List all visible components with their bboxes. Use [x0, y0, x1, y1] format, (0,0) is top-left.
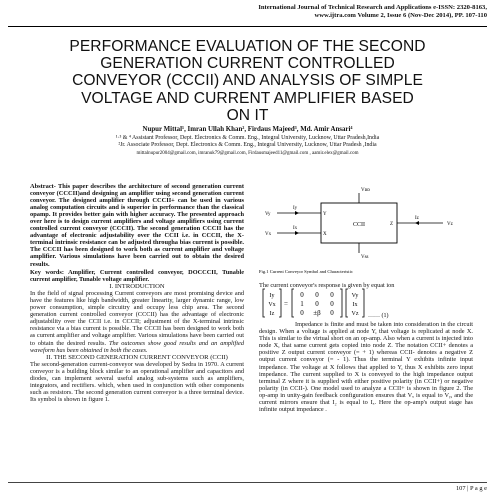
right-vector-bracket-open — [346, 289, 348, 317]
matrix-cell: 0 — [300, 309, 304, 317]
section-1-outcome-text: The outcomes show good results and an amplified waveform has been obtained in both the cases. — [30, 339, 244, 354]
section-1-body — [30, 290, 244, 354]
matrix-cell: ±β — [313, 309, 321, 317]
matrix-cell: 0 — [300, 291, 304, 299]
ccii-block-label: CCII — [353, 222, 365, 228]
author-list: Nupur Mittal¹, Imran Ullah Khan², Firdaus Majeed³, Md. Amir Ansari⁴ — [142, 126, 353, 133]
journal-header — [157, 4, 487, 19]
title-line: ON IT — [226, 106, 269, 124]
matrix-bracket-close — [340, 289, 342, 317]
equals-sign: = — [284, 300, 288, 308]
right-column-body — [259, 321, 473, 413]
matrix-right-entry: Vy — [351, 293, 359, 299]
iz-label: Iz — [415, 216, 419, 221]
equation-1 — [262, 281, 474, 321]
iy-arrow — [295, 211, 299, 215]
keywords: Key words: Amplifier, Current controlled conveyor, DOCCCII, Tunable current amplifier, Tunable voltage amplifier. — [30, 268, 244, 283]
author-emails: mittalnupur2004@gmail.com, imranuk79@gmail.com, Firdausmajeed11@gmail.com , aamir.elex@gmail.com — [136, 150, 359, 156]
ix-arrow — [295, 231, 299, 235]
vss-label: Vss — [361, 255, 369, 260]
section-1-text: In the field of signal processing Current conveyors are most promising device and have the features like high bandwidth, greater linearity, larger dynamic range, low power consumption, simple circuitry and occupy less chip area. The second generation current controlled conveyor (CCCII) has the advantage of electronic adjustability over the CCII i.e. in CCCII; adjustment of the X-terminal intrinsic resistance via a bias current is possible. The CCCII has been designed to work both as current amplifier and voltage amplifier. Various simulations have been carried out to obtain the desired results. — [30, 289, 244, 347]
matrix-left-entry: Vx — [268, 302, 276, 308]
title-line: CONVEYOR (CCCII) AND ANALYSIS OF SIMPLE — [72, 72, 423, 90]
figure-1 — [259, 183, 473, 279]
matrix-right-entry: Ix — [352, 302, 358, 308]
matrix-cell: 1 — [300, 300, 304, 308]
title-line: GENERATION CURRENT CONTROLLED — [100, 55, 395, 73]
section-2-body: The second-generation current-conveyor was developed by Sedra in 1970. A current conveyor is a building block similar to an operational amplifier and capacitors and diodes, can implement several useful analog sub-systems such as amplifiers, integrators, and rectifiers. which, when used in conjunction with other components such as resistors. The second generation current conveyor is a three terminal device. Its symbol is shown in figure 1. — [30, 360, 244, 404]
right-intro: The current conveyor's response is given by equat ion — [259, 282, 395, 289]
x-terminal-label: X — [323, 232, 327, 237]
affiliation-1: ¹·³ & ⁴ Assistant Professor, Dept. Electronics & Comm. Eng., Integral University, Lucknow, Uttar Pradesh,India — [115, 135, 380, 141]
matrix-right-entry: Vz — [351, 311, 359, 317]
journal-line-2: www.ijtra.com Volume 2, Issue 6 (Nov-Dec 2014), PP. 107-110 — [314, 11, 487, 19]
matrix-cell: 0 — [330, 291, 334, 299]
equation-number: …… (1) — [368, 313, 389, 319]
section-1-heading: I. INTRODUCTION — [109, 282, 165, 290]
y-terminal-label: Y — [323, 212, 327, 217]
left-column — [30, 183, 244, 403]
title-line: PERFORMANCE EVALUATION OF THE SECOND — [69, 38, 426, 55]
affiliation-2: ²Jr. Associate Professor, Dept. Electronics & Comm. Eng., Integral University, Lucknow, Uttar Pradesh ,India — [118, 142, 377, 149]
title-line: VOLTAGE AND CURRENT AMPLIFIER BASED — [81, 89, 414, 107]
vdd-label: Vᴅᴅ — [361, 188, 370, 193]
right-body-paragraph: Impedance is finite and must be taken into consideration in the circuit design. When a voltage is applied at node Y, that voltage is replicated at node X. This is similar to the virtual short on an op-amp. Also when a current is injected into node X, that same current gets copied into node Z. The notation CCII+ denotes a positive Z output current conveyor (= + 1) whereas CCII- denotes a negative Z output current conveyor (= - 1). Thus the terminal Y exhibits infinite input impedance. The voltage at X follows that applied to Y, thus X exhibits zero input impedance. The current supplied to X is conveyed to the high impedance output terminal Z where it is supplied with either positive polarity (in CCII+) or negative polarity (in CCII-). One model used to analyze a CCII+ is shown in figure 2. The op-amp in unity-gain feedback configuration ensures that Vₓ is equal to Vᵧ, and the current mirrors ensure that I₂ is equal to Iₓ. Here the op-amp's output stage has infinite output impedance . — [259, 321, 473, 414]
iz-arrow — [415, 221, 419, 225]
matrix-cell: 0 — [330, 309, 334, 317]
figure-1-caption: Fig.1 Current Conveyor Symbol and Characteristic — [259, 269, 353, 274]
conveyor-matrix — [262, 281, 474, 321]
vz-label: Vz — [447, 222, 453, 227]
matrix-left-entry: Iy — [269, 293, 275, 299]
matrix-cell: 0 — [315, 291, 319, 299]
affiliations — [0, 135, 495, 157]
abstract: Abstract- This paper describes the architecture of second generation current conveyor (CCCII)and designing an amplifier using second generation current conveyor. The designed amplifier through CCCII+ can be used in various analog computation circuits and is superior in performance than the classical opamp. It provides better gain with higher accuracy. The presented approach over here is to design current amplifiers and voltage amplifiers using current controlled current conveyor (CCCII). The second generation CCCII has the advantage of electronic adjustability over the CCII i.e. in CCCII, the X-terminal intrinsic resistance can be adjusted througha bias current is possible. The CCCII has been designed to work both as current amplifier and voltage amplifier. Various simulations have been carried out to obtain the desired results. — [30, 183, 244, 268]
footer-rule — [8, 482, 487, 483]
ccii-symbol-diagram — [259, 183, 473, 279]
header-rule — [8, 26, 487, 27]
page-number: 107 | P a g e — [455, 485, 487, 492]
section-2-heading: II. THE SECOND GENERATION CURRENT CONVEYOR (CCII) — [46, 353, 228, 361]
iy-label: Iy — [293, 206, 298, 211]
right-vector-bracket-close — [362, 289, 364, 317]
left-vector-bracket-open — [263, 289, 265, 317]
z-terminal-label: Z — [390, 222, 394, 227]
left-vector-bracket-close — [279, 289, 281, 317]
matrix-left-entry: Iz — [269, 311, 275, 317]
ix-label: Ix — [293, 226, 298, 231]
journal-line-1: International Journal of Technical Research and Applications e-ISSN: 2320-8163, — [258, 4, 487, 11]
vx-label: Vx — [265, 232, 272, 237]
paper-title — [10, 38, 485, 124]
matrix-cell: 0 — [330, 300, 334, 308]
matrix-cell: 0 — [315, 300, 319, 308]
matrix-bracket-open — [292, 289, 294, 317]
vy-label: Vy — [265, 212, 271, 217]
